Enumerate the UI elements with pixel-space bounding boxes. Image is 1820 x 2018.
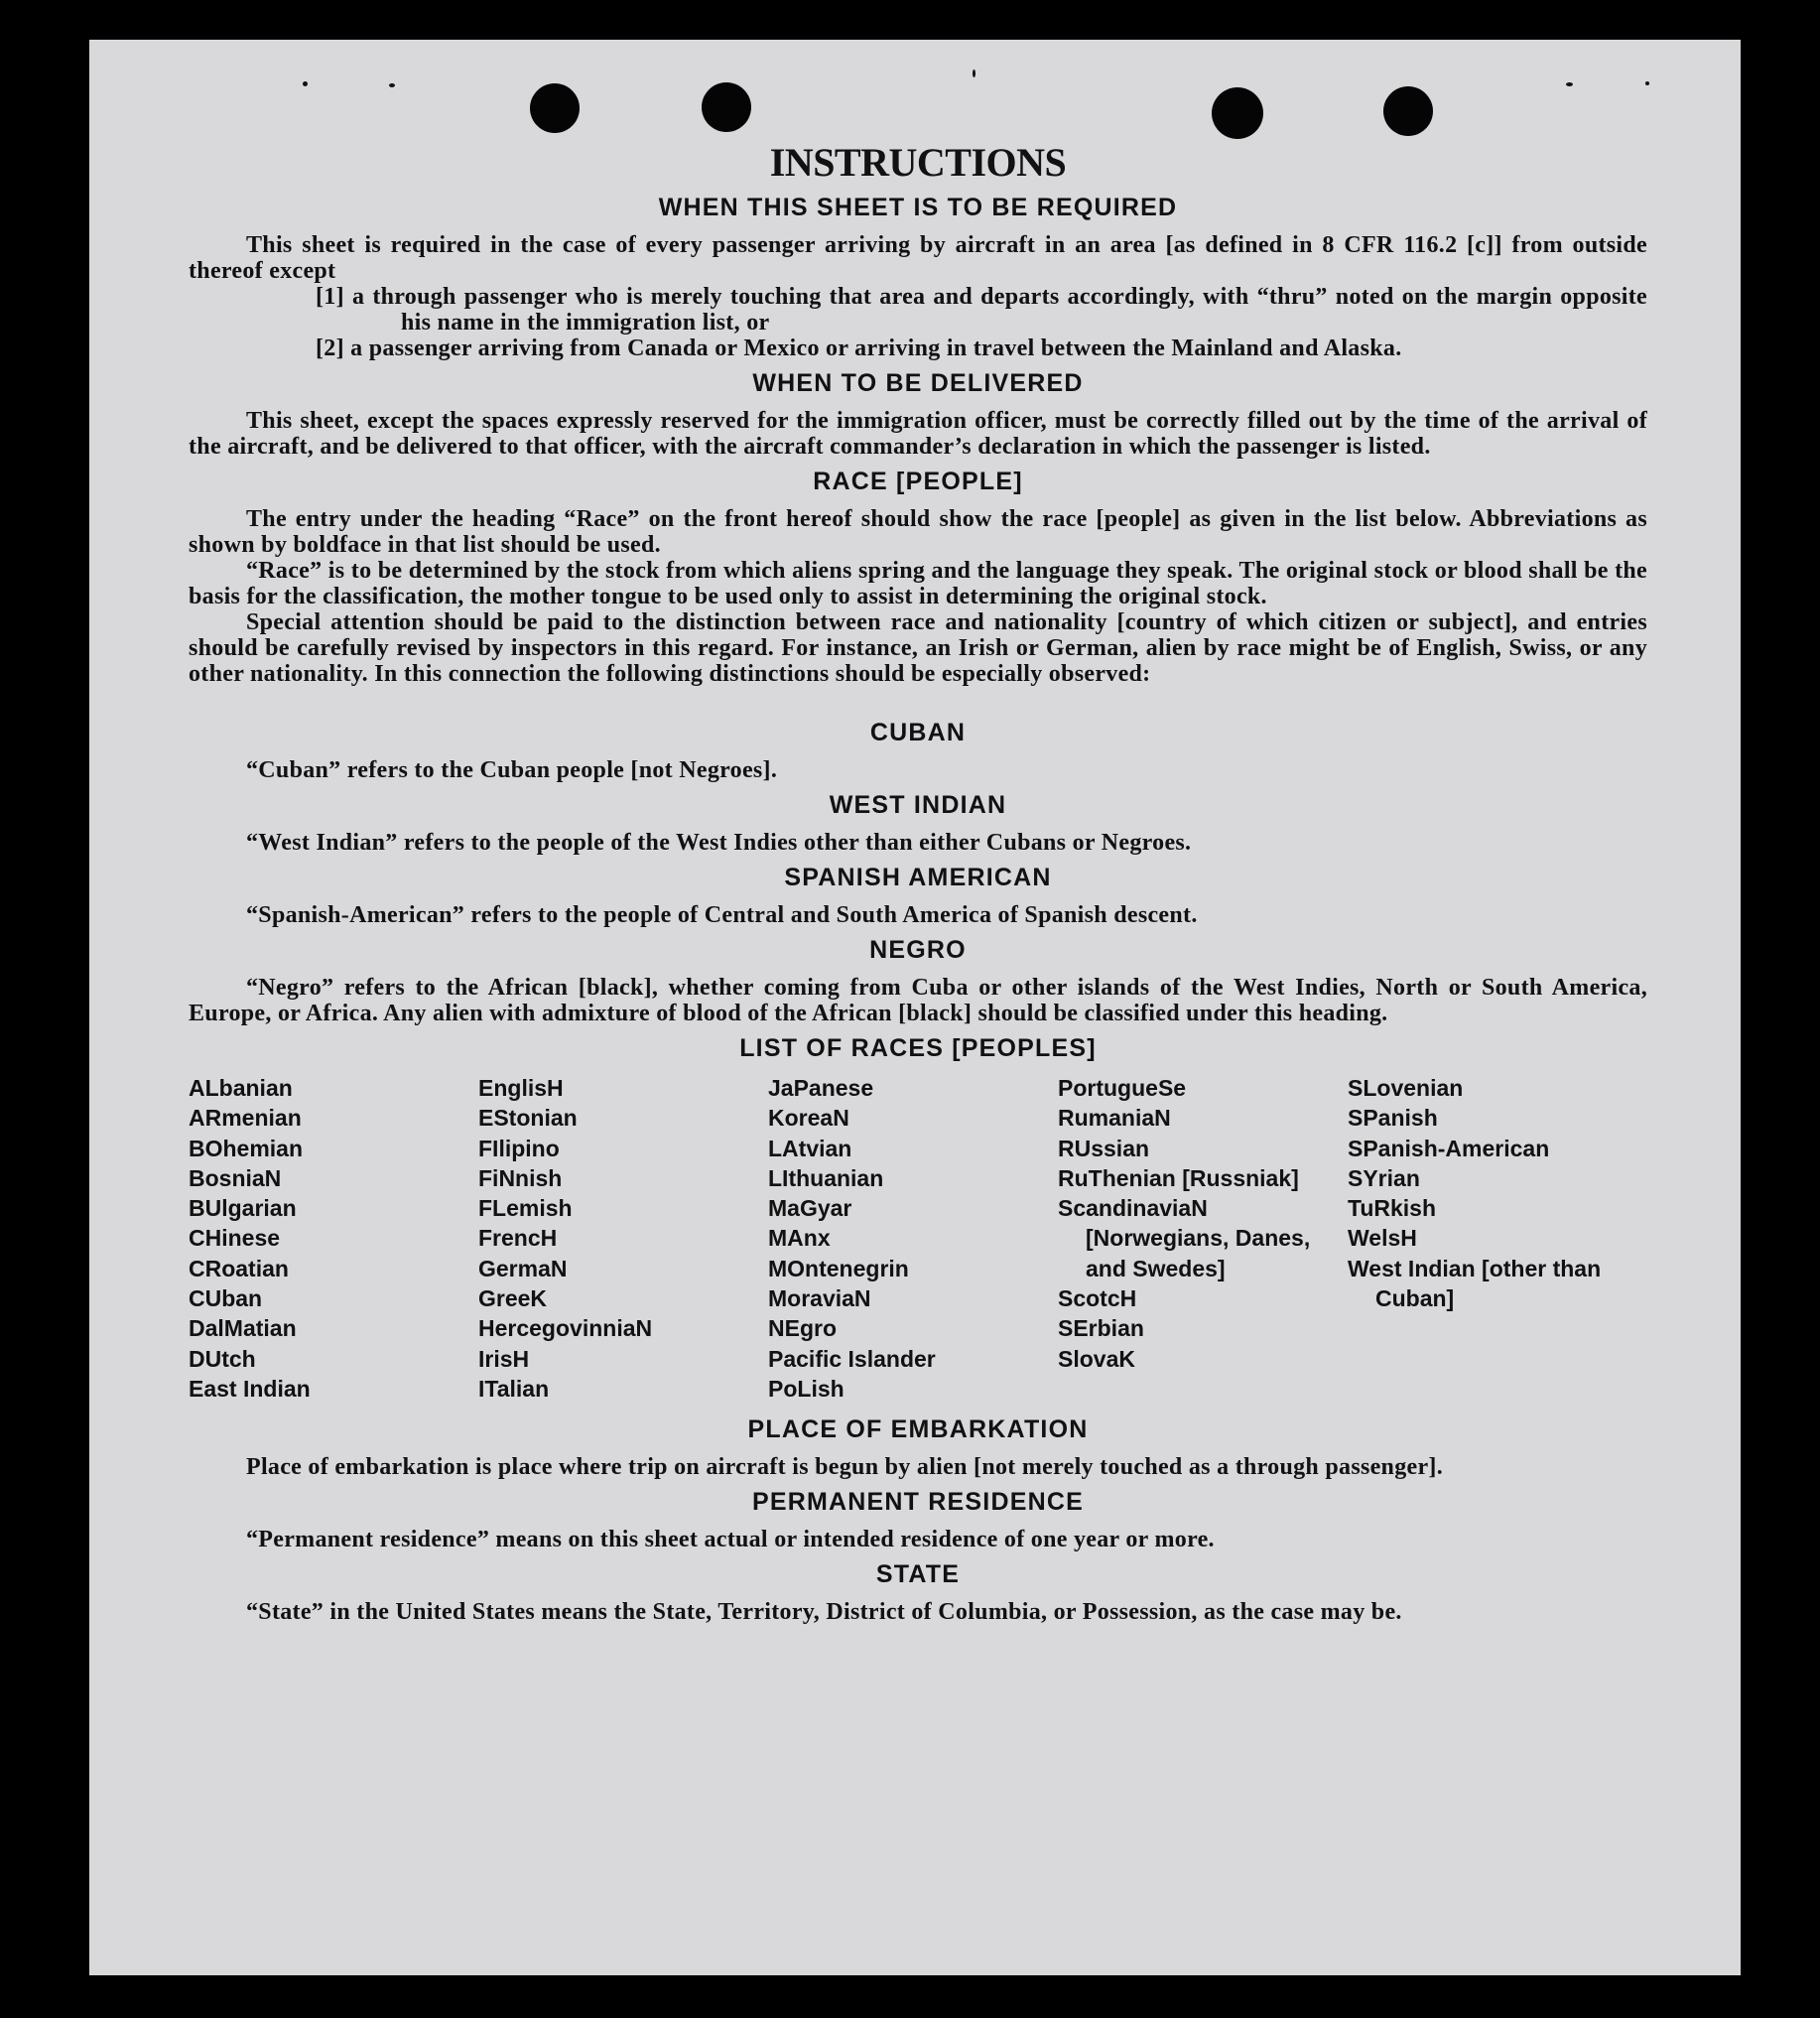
race-item: NEgro [768,1315,837,1342]
instructions-content [189,139,1647,1625]
race-item: IrisH [478,1345,530,1372]
race-item: CUban [189,1285,263,1312]
race-item: LAtvian [768,1135,852,1161]
paragraph: “Negro” refers to the African [black], whether coming from Cuba or other islands of the West Indies, North or South America, Europe, or Africa. Any alien with admixture of blood of the African [black] should be classified under this heading. [189,975,1647,1026]
race-item: MaGyar [768,1195,852,1222]
races-column [478,1073,768,1404]
race-item: SErbian [1058,1315,1144,1342]
races-column [1058,1073,1348,1404]
race-item: FIlipino [478,1135,560,1161]
race-item: LIthuanian [768,1164,884,1191]
dust-speck [973,69,975,77]
punch-hole [530,83,580,133]
document-sheet [89,40,1741,1975]
paragraph: “Spanish-American” refers to the people of Central and South America of Spanish descent. [246,902,1198,928]
section-heading: SPANISH AMERICAN [784,864,1052,891]
section-heading: LIST OF RACES [PEOPLES] [739,1034,1097,1062]
race-item: RuThenian [Russniak] [1058,1164,1299,1191]
section-heading: NEGRO [869,936,967,964]
race-item: BUlgarian [189,1195,297,1222]
race-item: DalMatian [189,1315,297,1342]
race-item: EStonian [478,1105,578,1132]
punch-hole [702,82,751,132]
punch-hole [1212,87,1263,139]
race-item: CRoatian [189,1255,289,1281]
race-item: MoraviaN [768,1285,871,1312]
race-item: MOntenegrin [768,1255,909,1281]
race-item: PortugueSe [1058,1075,1187,1101]
race-item: East Indian [189,1375,311,1402]
section-heading: RACE [PEOPLE] [813,468,1023,495]
race-item: ARmenian [189,1105,302,1132]
race-item: SPanish-American [1348,1135,1550,1161]
race-item: JaPanese [768,1075,874,1101]
dust-speck [1645,81,1649,85]
race-item: KoreaN [768,1105,849,1132]
paragraph: “State” in the United States means the State, Territory, District of Columbia, or Possession, as the case may be. [246,1599,1402,1626]
race-item: SlovaK [1058,1345,1135,1372]
race-item: GreeK [478,1285,548,1312]
race-item: ITalian [478,1375,550,1402]
races-column [189,1073,478,1404]
race-item: RUssian [1058,1135,1150,1161]
paragraph: The entry under the heading “Race” on the front hereof should show the race [people] as given in the list below. Abbreviations as shown by boldface in that list should be used. [189,506,1647,558]
race-item: GermaN [478,1255,568,1281]
paragraph: “Cuban” refers to the Cuban people [not Negroes]. [246,757,778,783]
section-heading: PLACE OF EMBARKATION [747,1415,1089,1444]
paragraph: “Permanent residence” means on this sheet actual or intended residence of one year or more. [246,1527,1215,1553]
race-item: MAnx [768,1225,831,1252]
race-item: RumaniaN [1058,1105,1171,1132]
section-heading: STATE [875,1560,961,1589]
race-item: SPanish [1348,1105,1438,1132]
paragraph: Special attention should be paid to the distinction between race and nationality [country of which citizen or subject], and entries should be carefully revised by inspectors in this regard. For instance, an Irish or German, alien by race might be of English, Swiss, or any other nationality. In this connection the following distinctions should be especially observed: [189,609,1647,687]
paragraph: This sheet is required in the case of every passenger arriving by aircraft in an area [as defined in 8 CFR 116.2 [c]] from outside thereof except [189,232,1647,284]
dust-speck [389,83,395,87]
race-item: EnglisH [478,1075,564,1101]
dust-speck [303,81,308,86]
paragraph: Place of embarkation is place where trip on aircraft is begun by alien [not merely touched as a through passenger]. [246,1454,1443,1481]
race-item: ScandinaviaN [Norwegians, Danes, and Swedes] [1058,1195,1311,1281]
section-heading: WHEN TO BE DELIVERED [752,369,1084,397]
race-item: BOhemian [189,1135,304,1161]
race-item: West Indian [other than Cuban] [1348,1255,1602,1312]
section-heading: WEST INDIAN [829,791,1007,819]
race-item: TuRkish [1348,1195,1437,1222]
section-heading: PERMANENT RESIDENCE [752,1488,1084,1517]
races-column [1348,1073,1637,1404]
punch-hole [1383,86,1433,136]
race-item: BosniaN [189,1164,282,1191]
dust-speck [1566,82,1573,86]
paragraph: This sheet, except the spaces expressly reserved for the immigration officer, must be correctly filled out by the time of the arrival of the aircraft, and be delivered to that officer, with the aircraft commander’s declaration in which the passenger is listed. [189,408,1647,460]
race-item: Pacific Islander [768,1345,936,1372]
races-list [189,1073,1647,1404]
page-title: INSTRUCTIONS [769,140,1067,185]
race-item: CHinese [189,1225,281,1252]
race-item: PoLish [768,1375,845,1402]
list-item: [2] a passenger arriving from Canada or Mexico or arriving in travel between the Mainland and Alaska. [316,336,1402,361]
paragraph: “West Indian” refers to the people of the West Indies other than either Cubans or Negroes. [246,830,1192,856]
section-heading: CUBAN [869,719,967,746]
race-item: FLemish [478,1195,573,1222]
race-item: ALbanian [189,1075,293,1101]
race-item: HercegovinniaN [478,1315,653,1342]
race-item: WelsH [1348,1225,1417,1252]
spacer [189,687,1647,711]
race-item: ScotcH [1058,1285,1137,1312]
section-heading: WHEN THIS SHEET IS TO BE REQUIRED [658,194,1178,221]
paragraph: “Race” is to be determined by the stock from which aliens spring and the language they speak. The original stock or blood shall be the basis for the classification, the mother tongue to be used only to assist in determining the original stock. [189,558,1647,609]
race-item: SLovenian [1348,1075,1464,1101]
race-item: DUtch [189,1345,256,1372]
races-column [768,1073,1058,1404]
race-item: SYrian [1348,1164,1420,1191]
list-item: [1] a through passenger who is merely touching that area and departs accordingly, with “thru” noted on the margin opposite his name in the immigration list, or [316,284,1647,336]
race-item: FiNnish [478,1164,563,1191]
race-item: FrencH [478,1225,558,1252]
